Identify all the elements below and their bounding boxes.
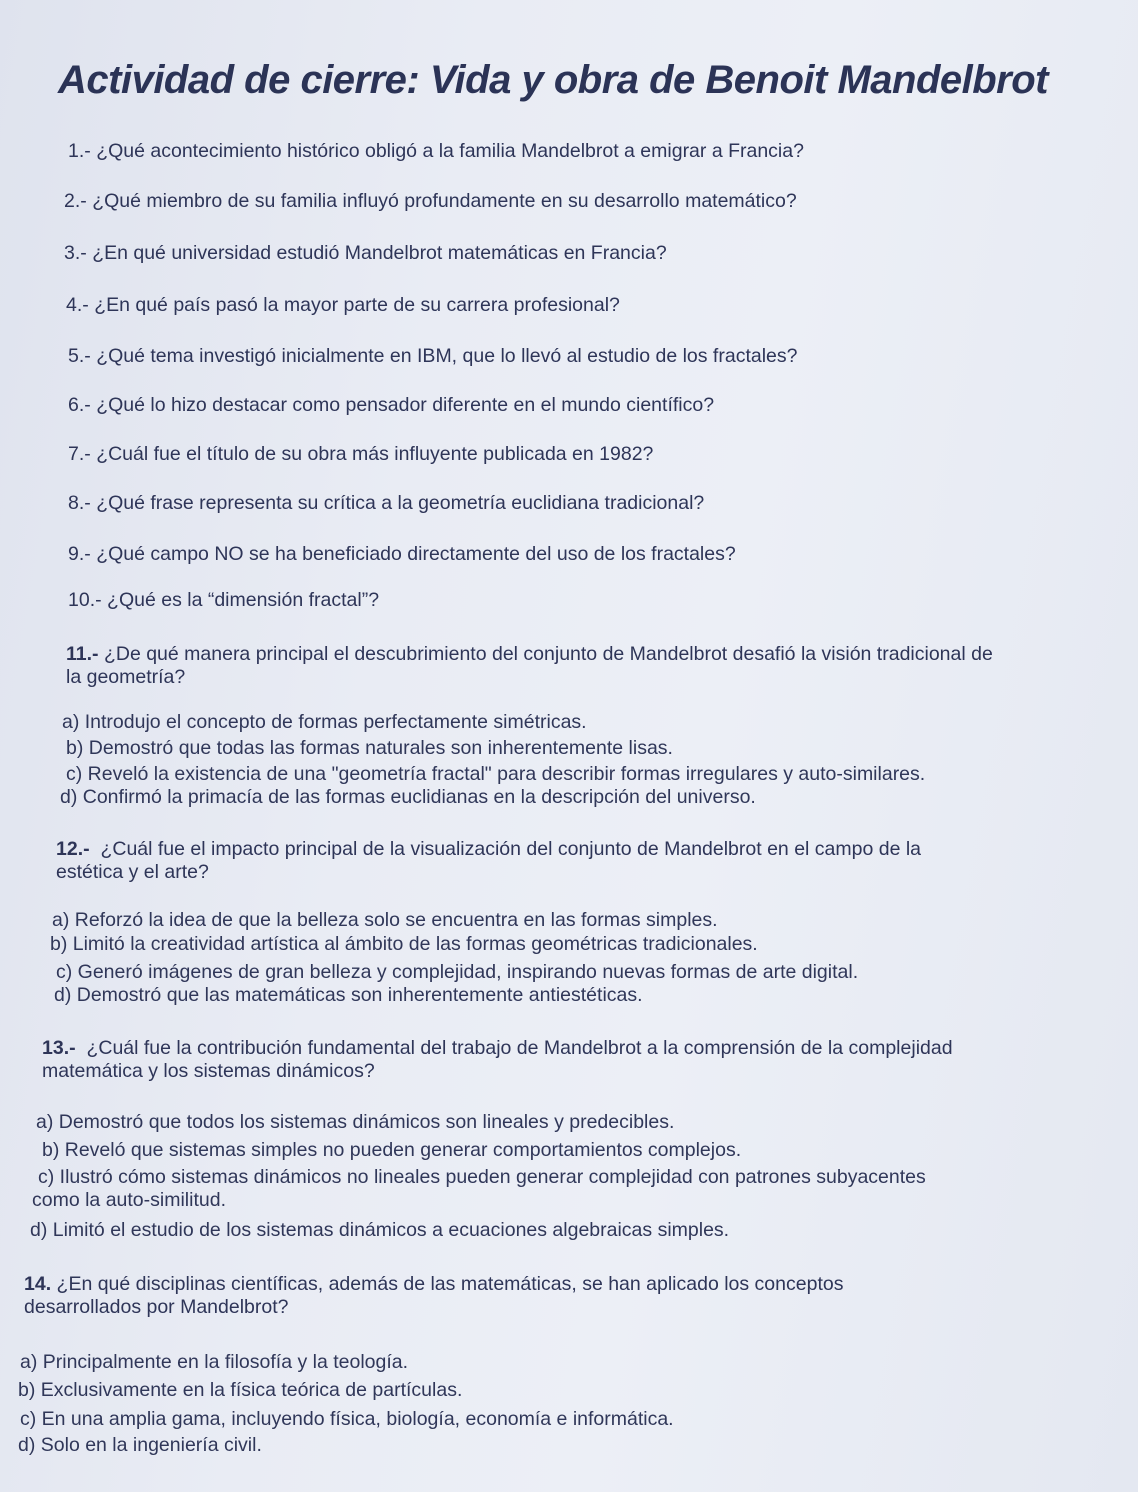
question-number: 5.- bbox=[68, 345, 91, 367]
question-text: ¿Qué tema investigó inicialmente en IBM, que lo llevó al estudio de los fractales? bbox=[96, 345, 798, 367]
question-12-option-a: a) Reforzó la idea de que la belleza solo se encuentra en las formas simples. bbox=[52, 909, 718, 931]
question-13-option-c-continued: como la auto-similitud. bbox=[32, 1189, 226, 1211]
question-number: 7.- bbox=[68, 443, 91, 465]
question-14-option-b: b) Exclusivamente en la física teórica de partículas. bbox=[18, 1379, 463, 1401]
question-11 bbox=[66, 643, 993, 689]
question-14-option-d: d) Solo en la ingeniería civil. bbox=[18, 1434, 262, 1456]
question-14-option-c: c) En una amplia gama, incluyendo física, biología, economía e informática. bbox=[20, 1408, 674, 1430]
question-number: 11.- bbox=[66, 643, 99, 665]
question-12-option-b: b) Limitó la creatividad artística al ámbito de las formas geométricas tradicionales. bbox=[50, 933, 758, 955]
question-14 bbox=[24, 1273, 843, 1319]
question-13-option-d: d) Limitó el estudio de los sistemas dinámicos a ecuaciones algebraicas simples. bbox=[30, 1219, 730, 1241]
question-number: 1.- bbox=[68, 140, 91, 162]
question-text-line-2: estética y el arte? bbox=[56, 861, 209, 883]
question-1 bbox=[68, 140, 804, 163]
question-number: 3.- bbox=[64, 242, 87, 264]
question-13-option-c: c) Ilustró cómo sistemas dinámicos no lineales pueden generar complejidad con patrones subyacentes bbox=[38, 1166, 926, 1188]
question-11-option-a: a) Introdujo el concepto de formas perfectamente simétricas. bbox=[62, 711, 587, 733]
question-text-line-1: ¿En qué disciplinas científicas, además de las matemáticas, se han aplicado los conceptos bbox=[56, 1273, 844, 1295]
question-12-option-c: c) Generó imágenes de gran belleza y complejidad, inspirando nuevas formas de arte digital. bbox=[56, 961, 859, 983]
question-8 bbox=[68, 492, 704, 515]
question-text-line-1: ¿De qué manera principal el descubrimiento del conjunto de Mandelbrot desafió la visión tradicional de bbox=[103, 643, 993, 665]
question-12-option-d: d) Demostró que las matemáticas son inherentemente antiestéticas. bbox=[54, 984, 643, 1006]
question-11-option-b: b) Demostró que todas las formas naturales son inherentemente lisas. bbox=[66, 737, 673, 759]
question-number: 13.- bbox=[42, 1037, 76, 1059]
question-text: ¿Qué campo NO se ha beneficiado directamente del uso de los fractales? bbox=[96, 543, 736, 565]
question-number: 10.- bbox=[68, 589, 102, 611]
question-9 bbox=[68, 543, 736, 566]
question-13-option-b: b) Reveló que sistemas simples no pueden generar comportamientos complejos. bbox=[42, 1139, 742, 1161]
question-number: 8.- bbox=[68, 492, 91, 514]
question-text-line-1: ¿Cuál fue la contribución fundamental del trabajo de Mandelbrot a la comprensión de la complejidad bbox=[86, 1037, 953, 1059]
question-11-option-c: c) Reveló la existencia de una "geometría fractal" para describir formas irregulares y auto-similares. bbox=[66, 763, 926, 785]
question-text: ¿Qué miembro de su familia influyó profundamente en su desarrollo matemático? bbox=[92, 190, 797, 212]
question-6 bbox=[68, 394, 714, 417]
question-text: ¿En qué universidad estudió Mandelbrot matemáticas en Francia? bbox=[92, 242, 667, 264]
question-number: 9.- bbox=[68, 543, 91, 565]
question-12 bbox=[56, 838, 921, 884]
question-text: ¿Qué es la “dimensión fractal”? bbox=[107, 589, 380, 611]
question-number: 12.- bbox=[56, 838, 90, 860]
question-number: 14. bbox=[24, 1273, 52, 1295]
question-11-option-d: d) Confirmó la primacía de las formas euclidianas en la descripción del universo. bbox=[60, 786, 756, 808]
question-13 bbox=[42, 1037, 953, 1083]
question-text: ¿Qué acontecimiento histórico obligó a la familia Mandelbrot a emigrar a Francia? bbox=[96, 140, 804, 162]
question-3 bbox=[64, 242, 667, 265]
question-text-line-1: ¿Cuál fue el impacto principal de la visualización del conjunto de Mandelbrot en el campo de la bbox=[100, 838, 922, 860]
question-text-line-2: desarrollados por Mandelbrot? bbox=[24, 1296, 289, 1318]
question-7 bbox=[68, 443, 653, 466]
question-text-line-2: la geometría? bbox=[66, 666, 186, 688]
question-number: 6.- bbox=[68, 394, 91, 416]
question-4 bbox=[66, 294, 620, 317]
question-text: ¿Qué frase representa su crítica a la geometría euclidiana tradicional? bbox=[96, 492, 705, 514]
question-13-option-a: a) Demostró que todos los sistemas dinámicos son lineales y predecibles. bbox=[36, 1111, 675, 1133]
question-10 bbox=[68, 589, 379, 612]
question-text: ¿Cuál fue el título de su obra más influyente publicada en 1982? bbox=[96, 443, 654, 465]
question-2 bbox=[64, 190, 797, 213]
question-5 bbox=[68, 345, 797, 368]
question-number: 4.- bbox=[66, 294, 89, 316]
question-text: ¿Qué lo hizo destacar como pensador diferente en el mundo científico? bbox=[96, 394, 715, 416]
question-number: 2.- bbox=[64, 190, 87, 212]
question-text: ¿En qué país pasó la mayor parte de su carrera profesional? bbox=[94, 294, 620, 316]
page-title: Actividad de cierre: Vida y obra de Benoit Mandelbrot bbox=[58, 58, 1049, 102]
question-text-line-2: matemática y los sistemas dinámicos? bbox=[42, 1060, 375, 1082]
question-14-option-a: a) Principalmente en la filosofía y la teología. bbox=[20, 1351, 409, 1373]
